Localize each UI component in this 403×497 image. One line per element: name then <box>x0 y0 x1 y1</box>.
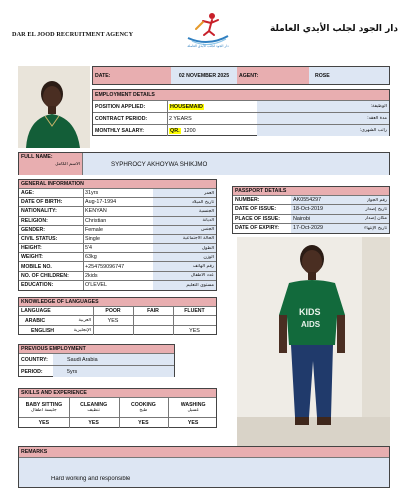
lang-english-ar: الإنجليزية <box>73 328 91 333</box>
monthly-salary-value: 1200 <box>183 127 196 134</box>
passport-row-0-arabic: رقم الجواز <box>366 197 387 203</box>
salary-currency: QR. <box>170 127 180 134</box>
general-row-5-arabic: الحالة الاجتماعية <box>182 236 214 242</box>
remarks-box <box>18 446 390 488</box>
general-row-8-value: +254759096747 <box>85 263 125 270</box>
general-row-9-value: 2kids <box>85 272 98 279</box>
remarks-title: REMARKS <box>21 449 48 455</box>
position-applied-arabic: الوظيفة: <box>370 104 387 109</box>
lang-header-fluent: FLUENT <box>184 308 205 314</box>
skill-header-arabic-3: غسيل <box>187 408 199 413</box>
monthly-salary-arabic: راتب الشهري: <box>359 128 387 133</box>
lang-header-language: LANGUAGE <box>21 308 51 314</box>
full-name-value: SYPHROCY AKHOYWA SHIKJMO <box>83 153 389 175</box>
general-row-9-arabic: عدد الأطفال <box>190 273 214 279</box>
lang-header-poor: POOR <box>105 308 121 314</box>
passport-row-3-value: 17-Oct-2029 <box>291 224 335 233</box>
passport-row-1-label: DATE OF ISSUE: <box>235 206 277 213</box>
lang-arabic-ar: العربية <box>78 318 91 323</box>
general-row-4-value: Female <box>85 226 103 233</box>
date-label: DATE: <box>93 67 171 84</box>
general-row-1-value: Aug-17-1994 <box>85 199 117 206</box>
date-value: 02 NOVEMBER 2025 <box>171 67 237 84</box>
lang-arabic-poor: YES <box>107 317 119 324</box>
general-row-0-arabic: العمر <box>203 190 214 196</box>
prev-period-label: PERIOD: <box>21 368 43 375</box>
agent-value: ROSE <box>309 67 389 84</box>
previous-employment-table <box>18 344 175 377</box>
passport-row-3-label: DATE OF EXPIRY: <box>235 225 279 232</box>
passport-row-2-label: PLACE OF ISSUE: <box>235 215 280 222</box>
languages-table <box>18 297 217 335</box>
skills-title: SKILLS AND EXPERIENCE <box>21 390 87 396</box>
logo-caption: دار الجود لجلب الأيدي العاملة <box>187 44 229 48</box>
candidate-photo-full <box>237 237 390 446</box>
skill-header-0: BABY SITTING <box>25 402 63 408</box>
skill-header-3: WASHING <box>180 402 206 408</box>
full-name-arabic: الاسم الكامل <box>55 162 80 167</box>
lang-english-fluent: YES <box>189 327 200 334</box>
agency-name: DAR EL JOOD RECRUITMENT AGENCY <box>12 31 134 38</box>
skill-header-arabic-1: تنظيف <box>87 408 100 413</box>
prev-country-value: Saudi Arabia <box>53 354 174 365</box>
skill-value-3: YES <box>187 420 199 426</box>
general-information-title: GENERAL INFORMATION <box>21 181 84 187</box>
employment-details-title: EMPLOYMENT DETAILS <box>95 92 155 98</box>
lang-header-fair: FAIR <box>147 308 159 314</box>
passport-row-0-label: NUMBER: <box>235 197 260 204</box>
general-row-1-label: DATE OF BIRTH: <box>21 199 63 206</box>
passport-row-0-value: AK0554297 <box>291 196 335 204</box>
skill-header-1: CLEANING <box>80 402 108 408</box>
prev-period-value: 5yrs <box>53 366 174 377</box>
svg-text:AIDS: AIDS <box>301 320 321 329</box>
lang-english-poor <box>93 326 133 335</box>
general-row-7-arabic: الوزن <box>203 254 214 260</box>
general-row-5-value: Single <box>85 235 100 242</box>
skill-header-2: COOKING <box>130 402 156 408</box>
general-row-8-label: MOBILE NO. <box>21 263 52 270</box>
general-row-6-arabic: الطول <box>201 245 214 251</box>
passport-row-2-arabic: مكان إصدار <box>364 216 387 222</box>
full-name-box <box>18 152 390 175</box>
candidate-photo-small <box>18 66 90 148</box>
general-row-0-label: AGE: <box>21 190 34 197</box>
lang-arabic-fluent <box>173 316 216 325</box>
date-agent-bar <box>92 66 390 85</box>
general-row-3-label: RELIGION: <box>21 217 48 224</box>
general-row-2-value: KENYAN <box>85 208 107 215</box>
general-row-1-arabic: تاريخ الميلاد <box>191 199 214 205</box>
general-row-10-label: EDUCATION: <box>21 282 54 289</box>
lang-english-name: ENGLISH <box>31 327 55 334</box>
contract-period-label: CONTRACT PERIOD: <box>95 115 148 122</box>
general-row-6-value: 5'4 <box>85 245 93 252</box>
general-row-10-arabic: مستوى التعليم <box>186 282 214 288</box>
passport-details-table <box>232 186 390 234</box>
passport-row-3-arabic: تاريخ الإنتهاء <box>364 225 387 231</box>
lang-arabic-fair <box>133 316 173 325</box>
passport-details-title: PASSPORT DETAILS <box>235 188 287 194</box>
general-row-3-arabic: الديانة <box>202 218 214 224</box>
lang-english-fair <box>133 326 173 335</box>
agency-name-arabic: دار الجود لجلب الأيدي العاملة <box>270 24 398 34</box>
general-row-4-arabic: الجنس <box>201 227 214 233</box>
general-row-4-label: GENDER: <box>21 226 45 233</box>
general-row-2-arabic: الجنسية <box>199 208 214 214</box>
position-applied-value: HOUSEMAID <box>170 103 203 110</box>
prev-country-label: COUNTRY: <box>21 356 48 363</box>
passport-row-2-value: Nairobi <box>291 215 335 223</box>
skill-value-0: YES <box>38 420 50 426</box>
general-row-9-label: NO. OF CHILDREN: <box>21 272 69 279</box>
general-row-2-label: NATIONALITY: <box>21 208 57 215</box>
passport-row-1-arabic: تاريخ إصدار <box>365 206 387 212</box>
general-row-3-value: Christian <box>85 217 107 224</box>
passport-row-1-value: 18-Oct-2019 <box>291 205 335 213</box>
employment-details-table <box>92 89 390 136</box>
skills-table <box>18 388 217 428</box>
lang-arabic-name: ARABIC <box>25 317 46 324</box>
general-row-6-label: HEIGHT: <box>21 245 42 252</box>
agent-label: AGENT: <box>237 67 309 84</box>
position-applied-label: POSITION APPLIED: <box>95 103 146 110</box>
general-row-5-label: CIVIL STATUS: <box>21 235 58 242</box>
previous-employment-title: PREVIOUS EMPLOYMENT <box>21 346 86 352</box>
contract-period-value: 2 YEARS <box>169 115 192 122</box>
contract-period-arabic: مدة العقد: <box>367 116 387 121</box>
agency-logo <box>182 11 234 51</box>
general-row-8-arabic: رقم الهاتف <box>192 264 214 270</box>
svg-text:KIDS: KIDS <box>299 307 321 317</box>
monthly-salary-label: MONTHLY SALARY: <box>95 127 144 134</box>
full-name-label: FULL NAME: <box>21 154 53 160</box>
general-row-10-value: O'LEVEL <box>85 282 108 289</box>
general-row-7-label: WEIGHT: <box>21 254 43 261</box>
general-information-table <box>18 179 217 291</box>
skill-value-1: YES <box>88 420 99 426</box>
skill-header-arabic-2: طبخ <box>139 408 148 413</box>
general-row-7-value: 63kg <box>85 254 97 261</box>
skill-header-arabic-0: جليسة أطفال <box>30 408 57 413</box>
languages-title: KNOWLEDGE OF LANGUAGES <box>21 299 99 305</box>
skill-value-2: YES <box>138 420 149 426</box>
remarks-text: Hard working and responsible <box>51 476 131 482</box>
general-row-0-value: 31yrs <box>85 190 99 197</box>
